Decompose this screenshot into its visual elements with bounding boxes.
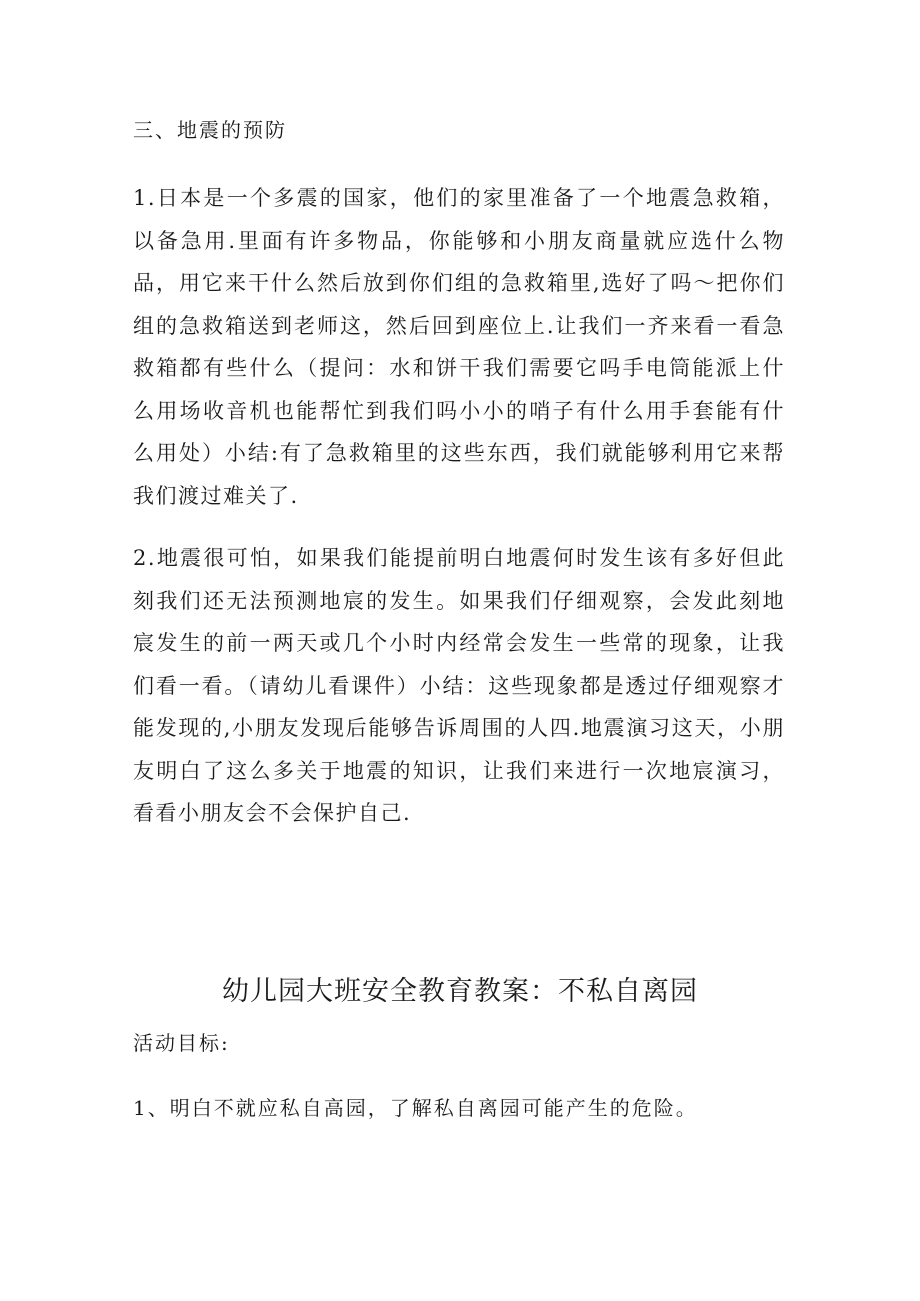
section-heading: 三、地震的预防 <box>133 118 287 142</box>
goals-label: 活动目标: <box>133 1031 230 1055</box>
lesson-title: 幼儿园大班安全教育教案：不私自离园 <box>222 976 698 1007</box>
paragraph-first-aid-kit: 1.日本是一个多震的国家，他们的家里准备了一个地震急救箱，以备急用.里面有许多物品，你能够和小朋友商量就应选什么物品，用它来干什么然后放到你们组的急救箱里,选好了吗～把你们组的急救箱送到老师这，然后回到座位上.让我们一齐来看一看急救箱都有些什么（提问：水和饼干我们需要它吗手电筒能派上什么用场收音机也能帮忙到我们吗小小的哨子有什么用手套能有什么用处）小结:有了急救箱里的这些东西，我们就能够利用它来帮我们渡过难关了. <box>133 186 785 508</box>
goal-item: 1、明白不就应私自高园，了解私自离园可能产生的危险。 <box>133 1096 698 1120</box>
paragraph-earthquake-signs: 2.地震很可怕，如果我们能提前明白地震何时发生该有多好但此刻我们还无法预测地宸的发生。如果我们仔细观察，会发此刻地宸发生的前一两天或几个小时内经常会发生一些常的现象，让我们看一看。（请幼儿看课件）小结：这些现象都是透过仔细观察才能发现的,小朋友发现后能够告诉周围的人四.地震演习这天，小朋友明白了这么多关于地震的知识，让我们来进行一次地宸演习，看看小朋友会不会保护自己. <box>133 546 785 825</box>
